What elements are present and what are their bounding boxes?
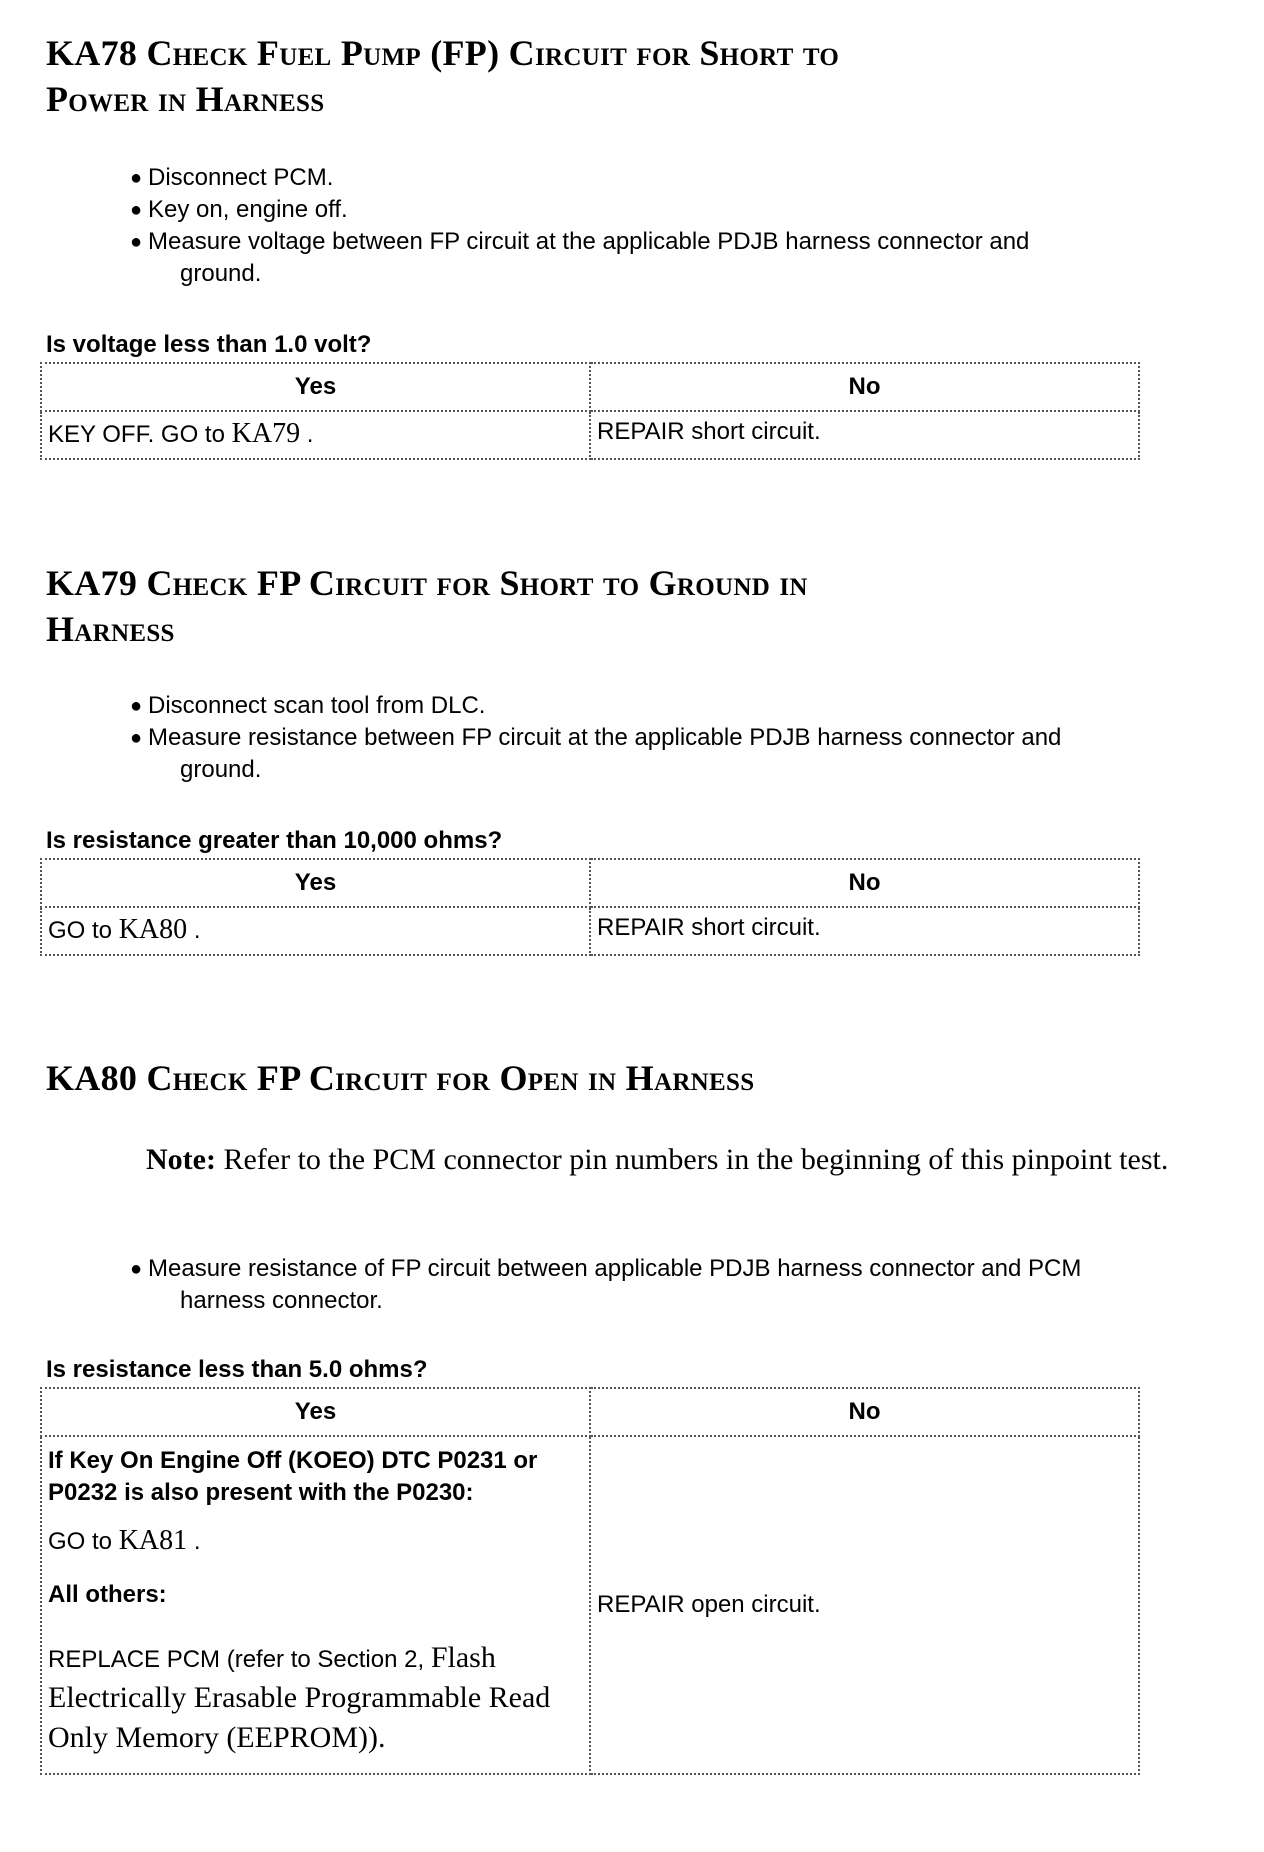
table-row [41, 1436, 1139, 1774]
section-heading-ka79 [46, 560, 1196, 652]
note-label: Note: [146, 1143, 216, 1176]
no-header: No [590, 859, 1139, 907]
goto-link-ka80[interactable]: KA80 [118, 914, 188, 945]
no-cell: REPAIR short circuit. [590, 411, 1139, 459]
question-ka79: Is resistance greater than 10,000 ohms? [46, 827, 503, 854]
section-heading-ka78 [46, 30, 1196, 122]
yes-header: Yes [41, 859, 590, 907]
list-item: ● Measure voltage between FP circuit at the applicable PDJB harness connector and ground. [130, 228, 1030, 287]
bullet-icon: ● [130, 231, 143, 253]
steps-list-ka80 [130, 1253, 1220, 1317]
table-header-row [41, 363, 1139, 411]
heading-line-1: KA80 Check FP Circuit for Open in Harness [46, 1058, 755, 1098]
replace-pcm-text: REPLACE PCM (refer to Section 2, Flash Electrically Erasable Programmable Read Only Memory (EEPROM)). [48, 1641, 551, 1754]
koeo-condition: If Key On Engine Off (KOEO) DTC P0231 or P0232 is also present with the P0230: [48, 1447, 538, 1506]
question-ka80: Is resistance less than 5.0 ohms? [46, 1356, 428, 1383]
goto-link-ka79[interactable]: KA79 [231, 418, 301, 449]
bullet-icon: ● [130, 727, 143, 749]
yes-cell: KEY OFF. GO to KA79 . [41, 411, 590, 459]
answer-table-ka80 [40, 1387, 1140, 1775]
yes-cell: If Key On Engine Off (KOEO) DTC P0231 or P0232 is also present with the P0230: GO to KA81 . All others: REPLACE PCM (refer to Section 2, Flash Electrically Erasable Programmable Read Only Memory (EEPROM)). [41, 1436, 590, 1774]
table-header-row [41, 1388, 1139, 1436]
table-row [41, 907, 1139, 955]
heading-line-1: KA78 Check Fuel Pump (FP) Circuit for Short to [46, 33, 840, 73]
yes-header: Yes [41, 1388, 590, 1436]
steps-list-ka78 [130, 162, 1220, 290]
bullet-icon: ● [130, 167, 143, 189]
bullet-icon: ● [130, 199, 143, 221]
flash-eeprom-link[interactable]: Flash Electrically Erasable Programmable Read Only Memory (EEPROM)). [48, 1641, 551, 1754]
bullet-icon: ● [130, 1258, 143, 1280]
goto-link-ka81[interactable]: KA81 [118, 1525, 188, 1556]
yes-header: Yes [41, 363, 590, 411]
heading-line-2: Power in Harness [46, 79, 325, 119]
list-item: ● Measure resistance of FP circuit between applicable PDJB harness connector and PCM harness connector. [130, 1255, 1082, 1314]
table-header-row [41, 859, 1139, 907]
no-header: No [590, 363, 1139, 411]
answer-table-ka78 [40, 362, 1140, 460]
steps-list-ka79 [130, 690, 1220, 786]
list-item: ● Disconnect PCM. [130, 162, 1220, 194]
answer-table-ka79 [40, 858, 1140, 956]
question-ka78: Is voltage less than 1.0 volt? [46, 331, 372, 358]
all-others-label: All others: [48, 1581, 167, 1608]
yes-cell: GO to KA80 . [41, 907, 590, 955]
note-text: Note: Refer to the PCM connector pin numbers in the beginning of this pinpoint test. [146, 1143, 1169, 1176]
list-item: ● Key on, engine off. [130, 194, 1220, 226]
bullet-icon: ● [130, 695, 143, 717]
no-cell: REPAIR short circuit. [590, 907, 1139, 955]
list-item: ● Measure resistance between FP circuit at the applicable PDJB harness connector and ground. [130, 724, 1062, 783]
table-row [41, 411, 1139, 459]
no-header: No [590, 1388, 1139, 1436]
heading-line-1: KA79 Check FP Circuit for Short to Ground in [46, 563, 808, 603]
no-cell: REPAIR open circuit. [590, 1436, 1139, 1774]
section-heading-ka80 [46, 1055, 1196, 1101]
list-item: ● Disconnect scan tool from DLC. [130, 690, 1220, 722]
heading-line-2: Harness [46, 609, 175, 649]
